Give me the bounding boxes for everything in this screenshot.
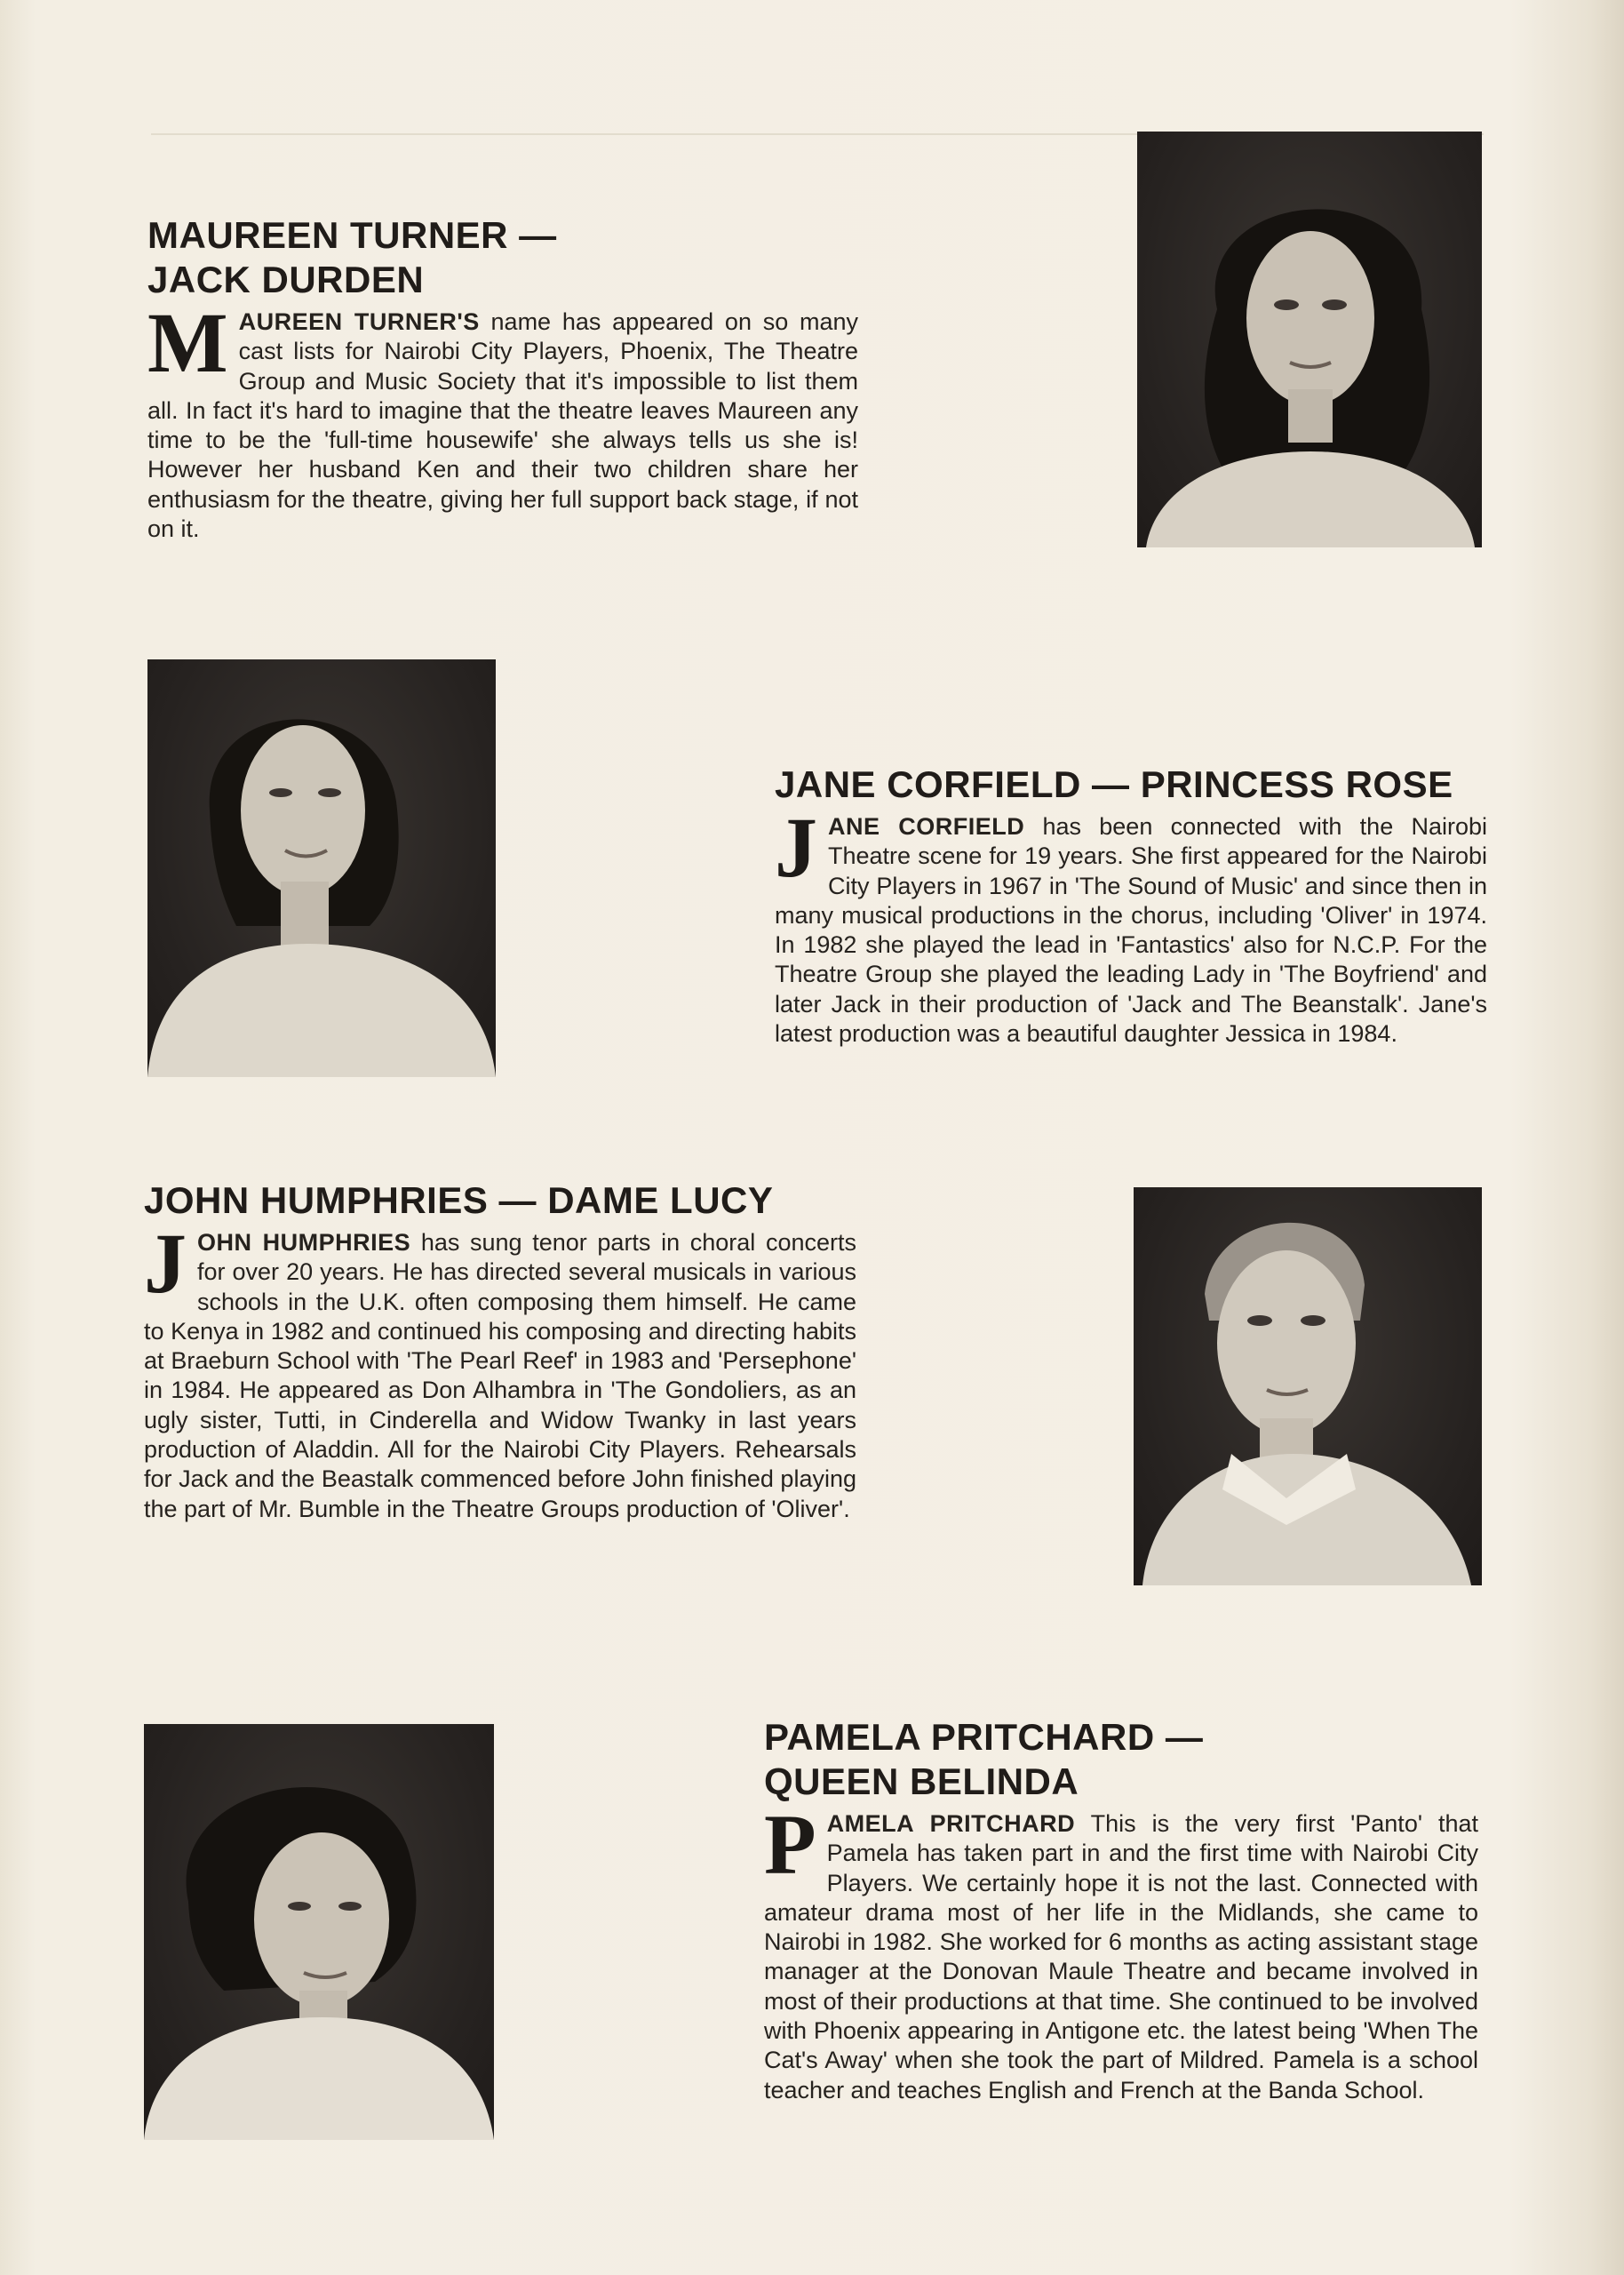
portrait-photo-john-humphries [1134,1187,1482,1585]
bio-jane-corfield [775,762,1487,1049]
bio-title: MAUREEN TURNER — JACK DURDEN [147,214,557,300]
drop-cap: M [147,295,228,390]
bio-lead-name: AUREEN TURNER'S [238,308,480,335]
drop-cap: P [764,1797,816,1892]
drop-cap: J [775,800,817,895]
bio-text: JOHN HUMPHRIES has sung tenor parts in choral concerts for over 20 years. He has directed several musicals in various schools in the U.K. often composing them himself. He came to Kenya in 1982 and continued his composing and directing habits at Braeburn School with 'The Pearl Reef' in 1983 and 'Persephone' in 1984. He appeared as Don Alhambra in 'The Gondoliers, as an ugly sister, Tutti, in Cinderella and Widow Twanky in last years production of Aladdin. All for the Nairobi City Players. Rehearsals for Jack and the Beastalk commenced before John finished playing the part of Mr. Bumble in the Theatre Groups production of 'Oliver'. [144,1216,856,1522]
portrait-photo-pamela-pritchard [144,1724,494,2140]
drop-cap: J [144,1216,187,1311]
bio-maureen-turner [147,213,858,544]
bio-lead-name: OHN HUMPHRIES [197,1229,411,1256]
bio-lead-name: AMELA PRITCHARD [826,1810,1076,1837]
bio-title: PAMELA PRITCHARD — QUEEN BELINDA [764,1716,1204,1802]
portrait-photo-jane-corfield [147,659,496,1077]
bio-lead-name: ANE CORFIELD [828,813,1025,840]
bio-text: MAUREEN TURNER'S name has appeared on so many cast lists for Nairobi City Players, Phoenix, The Theatre Group and Music Society that it's impossible to list them all. In fact it's hard to imagine that the theatre leaves Maureen any time to be the 'full-time housewife' she always tells us she is! However her husband Ken and their two children share her enthusiasm for the theatre, giving her full support back stage, if not on it. [147,295,858,543]
bio-title: JANE CORFIELD — PRINCESS ROSE [775,763,1453,805]
bio-text: PAMELA PRITCHARD This is the very first 'Panto' that Pamela has taken part in and the first time with Nairobi City Players. We certainly hope it is not the last. Connected with amateur drama most of her life in the Midlands, she came to Nairobi in 1982. She worked for 6 months as acting assistant stage manager at the Donovan Maule Theatre and became involved in most of their productions at that time. She continued to be involved with Phoenix appearing in Antigone etc. the latest being 'When The Cat's Away' when she took the part of Mildred. Pamela is a school teacher and teaches English and French at the Banda School. [764,1797,1479,2103]
bio-text: JANE CORFIELD has been connected with the Nairobi Theatre scene for 19 years. She first appeared for the Nairobi City Players in 1967 in 'The Sound of Music' and since then in many musical productions in the chorus, including 'Oliver' in 1974. In 1982 she played the lead in 'Fantastics' also for N.C.P. For the Theatre Group she played the leading Lady in 'The Boyfriend' and later Jack in their production of 'Jack and The Beanstalk'. Jane's latest production was a beautiful daughter Jessica in 1984. [775,800,1487,1048]
portrait-photo-maureen-turner [1137,132,1482,547]
bio-title: JOHN HUMPHRIES — DAME LUCY [144,1179,774,1221]
bio-pamela-pritchard [764,1715,1478,2105]
bio-john-humphries [144,1178,856,1524]
